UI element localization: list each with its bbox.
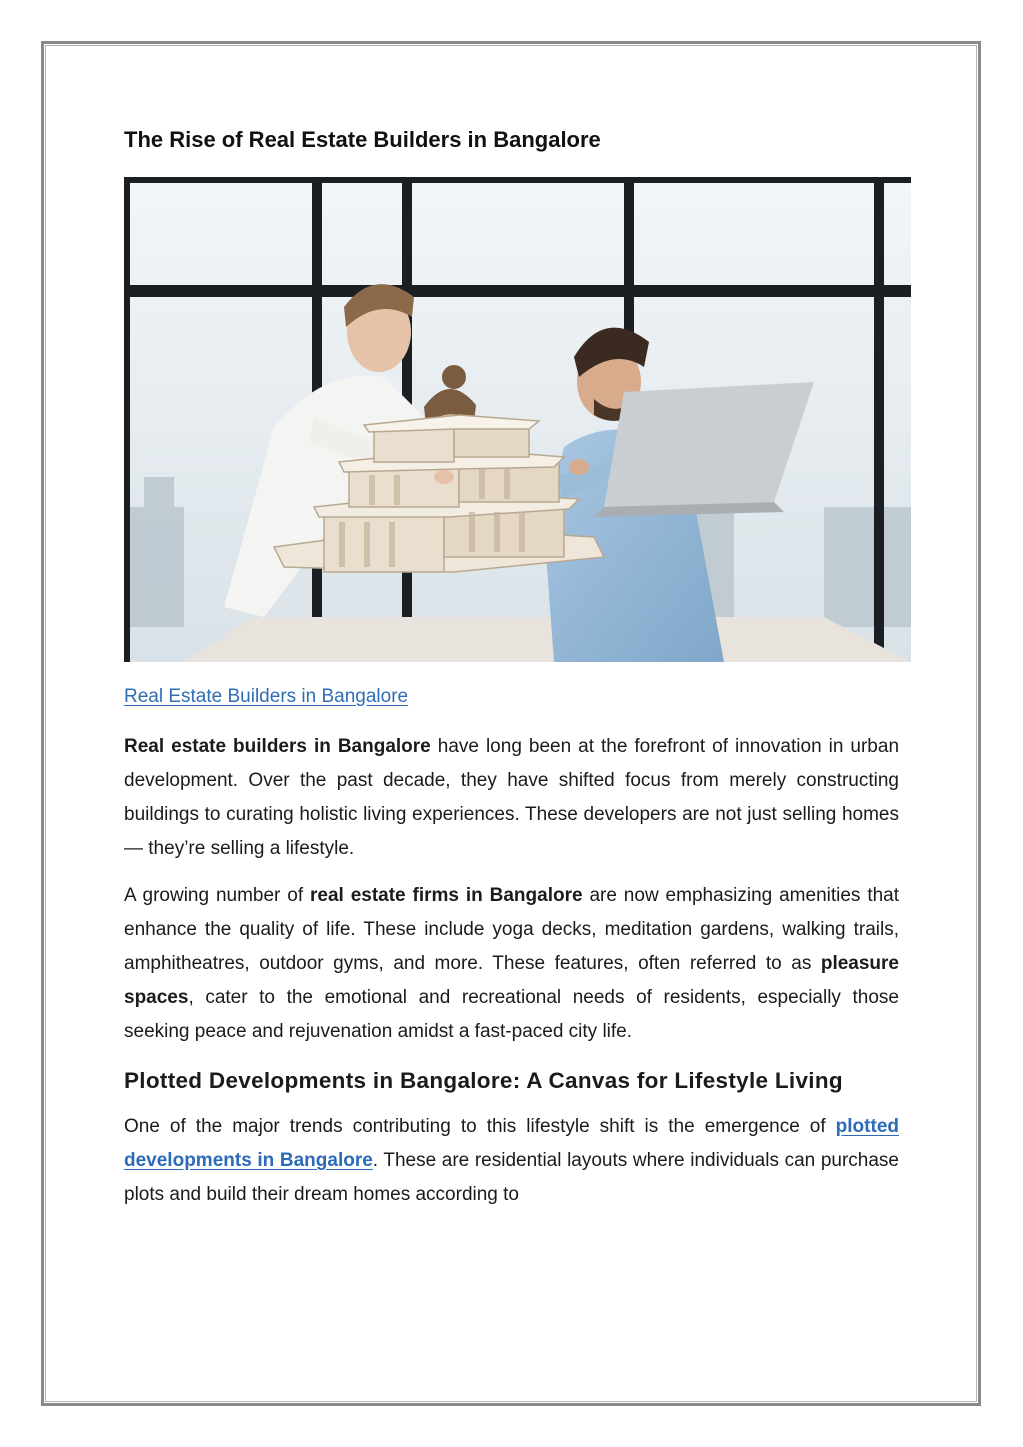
paragraph-text: . These are residential layouts where individuals can purchase plots and build their dream homes according to [124,1150,899,1205]
paragraph-text: , cater to the emotional and recreational needs of residents, especially those seeking peace and rejuvenation amidst a fast-paced city life. [124,987,899,1042]
hero-image [124,177,911,662]
paragraph-text: A growing number of [124,885,310,906]
section-heading: Plotted Developments in Bangalore: A Canvas for Lifestyle Living [124,1068,843,1093]
paragraph-text: have long been at the forefront of innovation in urban development. Over the past decade, they have shifted focus from merely constructing buildings to curating holistic living experiences. These developers are not just selling homes — they’re selling a lifestyle. [124,736,900,859]
article-body [124,730,899,1225]
paragraph-text: One of the major trends contributing to this lifestyle shift is the emergence of [124,1116,836,1137]
architects-model-illustration [124,177,911,662]
bold-keyword: real estate firms in Bangalore [310,885,583,906]
plotted-developments-link[interactable]: plotted developments in Bangalore [124,1116,899,1171]
paragraph-text: are now emphasizing amenities that enhance the quality of life. These include yoga decks, meditation gardens, walking trails, amphitheatres, outdoor gyms, and more. These features, often referred to as [124,885,900,974]
image-caption-link[interactable]: Real Estate Builders in Bangalore [124,686,409,707]
bold-keyword: pleasure spaces [124,953,899,1008]
article-header [124,118,900,162]
paragraph-amenities [124,879,899,1049]
paragraph-plotted [124,1110,899,1212]
paragraph-intro [124,730,899,866]
bold-keyword: Real estate builders in Bangalore [124,736,431,757]
article-title: The Rise of Real Estate Builders in Bangalore [124,127,601,152]
